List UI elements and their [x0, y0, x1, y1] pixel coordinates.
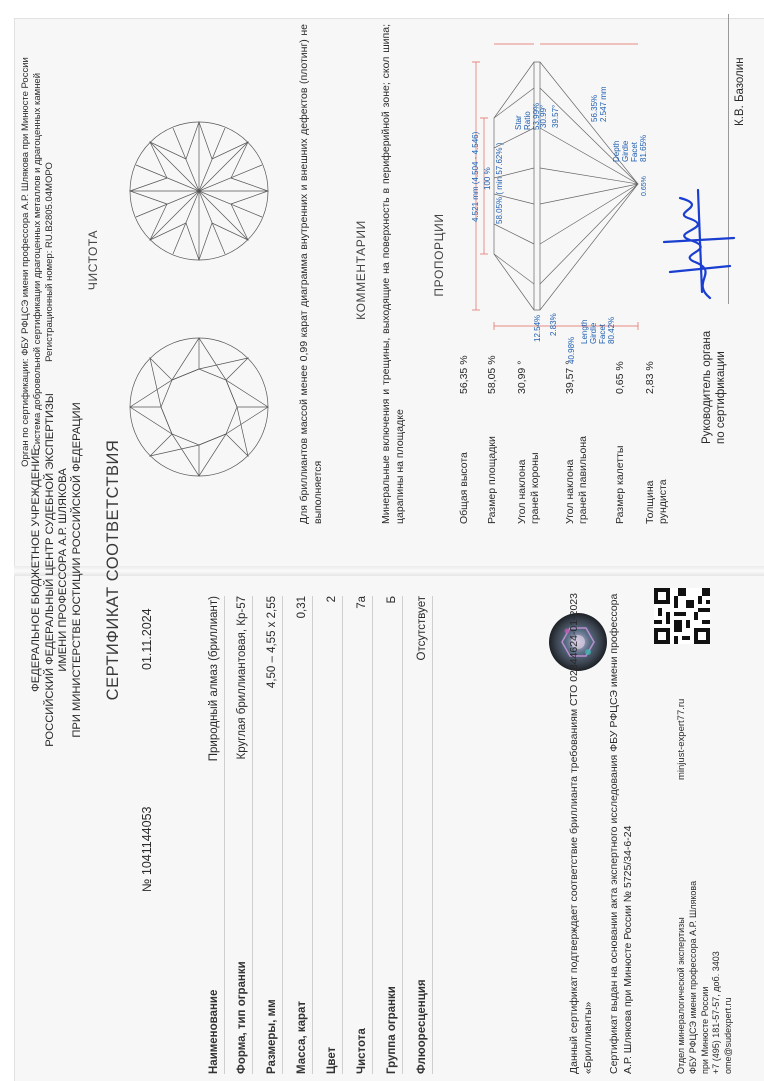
spec-label: Цвет	[326, 1046, 338, 1074]
spec-value: Б	[386, 596, 398, 604]
spec-label: Чистота	[356, 1028, 368, 1074]
body-line: Орган по сертификации: ФБУ РФЦСЭ имени профессора А.Р. Шлякова при Минюсте России	[20, 57, 31, 467]
prop-label: Толщина рундиста	[644, 479, 669, 524]
address-line: ФБУ РФЦСЭ имени профессора А.Р. Шлякова	[687, 880, 698, 1074]
clarity-title: ЧИСТОТА	[86, 229, 100, 291]
spec-value: 7a	[356, 596, 368, 609]
prop-label: Угол наклона граней павильона	[564, 436, 589, 524]
label-depth-facet-block	[612, 135, 648, 162]
prop-value: 2,83 %	[644, 361, 656, 394]
prop-label: Размер площадки	[486, 436, 498, 524]
label-table-avg: 58.05% ( min 57.62% )	[495, 142, 504, 224]
label-facet: Facet	[598, 323, 607, 344]
label-depth-mm: 2.547 mm	[599, 86, 608, 122]
spec-row-dimensions	[256, 596, 283, 1074]
org-line: ФЕДЕРАЛЬНОЕ БЮДЖЕТНОЕ УЧРЕЖДЕНИЕ	[30, 448, 42, 692]
spec-row-fluorescence	[406, 596, 433, 1074]
label-star-pct: 53.99%	[532, 102, 541, 130]
spec-row-cut-group	[376, 596, 403, 1074]
spec-value: 4,50 – 4,55 x 2,55	[266, 596, 278, 689]
label-length-block	[580, 317, 616, 344]
spec-label: Флюоресценция	[416, 979, 428, 1074]
prop-value: 39,57 °	[564, 360, 576, 394]
label-star-block	[514, 103, 541, 130]
label-table-pct: 100 %	[483, 167, 492, 190]
prop-value: 56,35 %	[458, 355, 470, 394]
prop-label: Общая высота	[458, 452, 470, 524]
label-table-mm: 4.521 mm (4.504 - 4.546)	[471, 131, 480, 222]
label-girdle-pct: 2.83%	[549, 313, 558, 336]
spec-value: Природный алмаз (бриллиант)	[208, 596, 220, 762]
qr-code[interactable]	[654, 588, 710, 644]
comment-defects: Минеральные включения и трещины, выходящие на поверхность в периферийной зоне; скол шипа; царапины на площадке	[380, 24, 406, 524]
label-depth-block	[590, 86, 608, 122]
label-crown-angle: 30.99°	[539, 104, 548, 128]
org-line: РОССИЙСКИЙ ФЕДЕРАЛЬНЫЙ ЦЕНТР СУДЕБНОЙ ЭКСПЕРТИЗЫ	[43, 393, 56, 747]
org-line: ИМЕНИ ПРОФЕССОРА А.Р. ШЛЯКОВА	[57, 468, 69, 672]
comments-title: КОММЕНТАРИИ	[354, 220, 368, 320]
signer-title-line: Руководитель органа	[701, 330, 713, 444]
spec-row-carat	[286, 596, 313, 1074]
culet-label: 0.65%	[641, 176, 648, 196]
certificate-date: 01.11.2024	[140, 608, 154, 670]
spec-row-clarity	[346, 596, 373, 1074]
spec-value: 0,31	[296, 596, 308, 619]
certification-body	[20, 32, 56, 492]
label-girdle: Girdle	[589, 322, 598, 344]
label-depth-pct: 56.35%	[590, 94, 599, 122]
spec-label: Наименование	[208, 989, 220, 1074]
contact-block	[676, 834, 735, 1074]
spec-label: Размеры, мм	[266, 999, 278, 1074]
label-length-pct: 40.98%	[567, 336, 576, 364]
signature	[650, 182, 740, 302]
address-line: Отдел минералогической экспертизы	[676, 917, 686, 1074]
label-ratio: Ratio	[523, 111, 532, 130]
proportions-title: ПРОПОРЦИИ	[432, 213, 446, 297]
label-pavilion-angle: 39.57°	[551, 104, 560, 128]
prop-value: 30,99 °	[516, 360, 528, 394]
conformity-statement: Данный сертификат подтверждает соответствие бриллианта требованиям СТО 02844624-01-2023 «Бриллианты»	[568, 593, 594, 1074]
prop-label: Угол наклона граней короны	[516, 452, 541, 524]
signer-title-line: по сертификации	[715, 351, 727, 444]
spec-value: Отсутствует	[416, 596, 428, 661]
certificate-number: № 1041144053	[140, 806, 154, 892]
org-line: ПРИ МИНИСТЕРСТВЕ ЮСТИЦИИ РОССИЙСКОЙ ФЕДЕРАЦИИ	[70, 402, 83, 738]
spec-row-shape	[226, 596, 253, 1074]
spec-row-color	[316, 596, 343, 1074]
label-crown-pct: 12.54%	[533, 314, 542, 342]
spec-value: Круглая бриллиантовая, Кр-57	[236, 596, 248, 760]
basis-statement: Сертификат выдан на основании акта экспертного исследования ФБУ РФЦСЭ имени профессора А.Р. Шлякова при Минюсте России № 5725/34-6-24	[608, 593, 634, 1074]
comment-plotting: Для бриллиантов массой менее 0,99 карат диаграмма внутренних и внешних дефектов (плотинг) не выполняется	[298, 24, 324, 524]
label-facet-pct: 80.42%	[607, 316, 616, 344]
spec-label: Масса, карат	[296, 1000, 308, 1074]
label-girdle2: Girdle	[621, 140, 630, 162]
signer-name: К.В. Базолин	[734, 57, 746, 126]
spec-row-name	[198, 596, 225, 1074]
address-line: ome@sudexpert.ru	[723, 997, 734, 1074]
spec-label: Группа огранки	[386, 986, 398, 1074]
address-line: +7 (495) 181-57-57, доб. 3403	[711, 951, 722, 1074]
body-line: Система добровольной сертификации драгоценных металлов и драгоценных камней	[32, 72, 43, 452]
signer-title	[700, 331, 728, 444]
spec-label: Форма, тип огранки	[236, 961, 248, 1074]
clarity-diagram-pavilion	[128, 120, 270, 262]
website-link[interactable]: minjust-expert77.ru	[676, 698, 687, 780]
label-star: Star	[514, 115, 523, 130]
label-length: Length	[580, 319, 589, 344]
prop-value: 0,65 %	[614, 361, 626, 394]
body-line: Регистрационный номер: RU.B2805.04МОРО	[44, 162, 55, 362]
prop-value: 58,05 %	[486, 355, 498, 394]
label-depth: Depth	[612, 140, 621, 162]
label-facet2: Facet	[630, 141, 639, 162]
prop-label: Размер калетты	[614, 445, 626, 524]
label-facet2-pct: 81.65%	[639, 134, 648, 162]
address-line: при Минюсте России	[699, 986, 710, 1074]
spec-value: 2	[326, 596, 338, 603]
certificate-title: СЕРТИФИКАТ СООТВЕТСТВИЯ	[104, 439, 122, 701]
clarity-diagram-crown	[128, 336, 270, 478]
